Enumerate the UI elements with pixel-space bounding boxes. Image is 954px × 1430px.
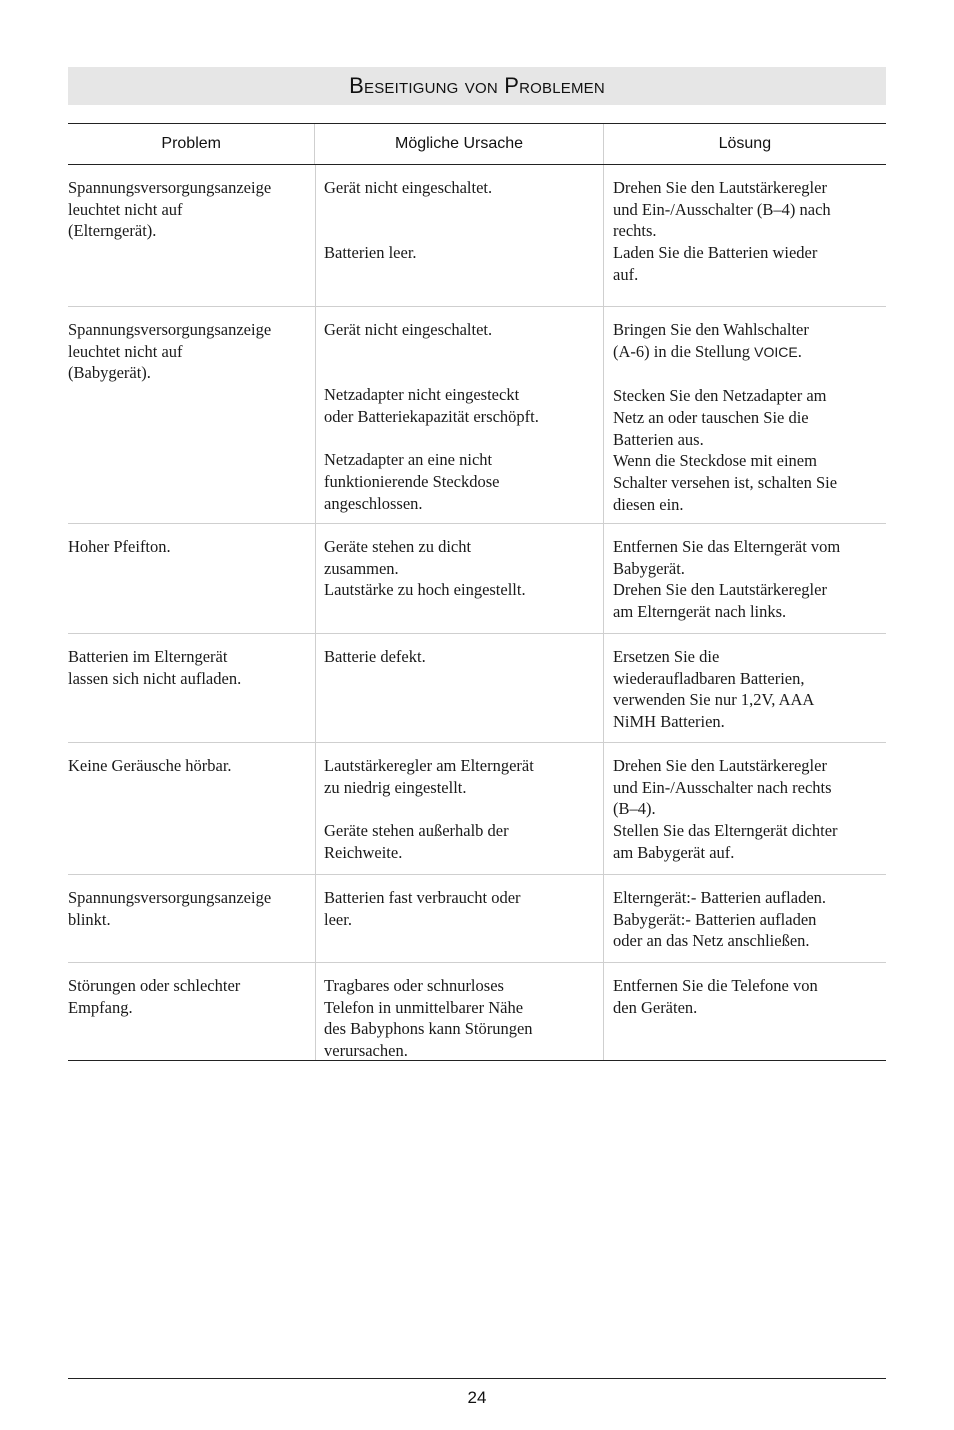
cause-cell-line: Lautstärke zu hoch eingestellt. [324,580,526,600]
solution-cell-line: Drehen Sie den Lautstärkeregler [613,580,827,600]
solution-text: . [797,341,802,361]
cause-cell-line: Batterie defekt. [324,647,426,666]
cause-cell-line: leer. [324,909,352,929]
problem-cell-line: leuchtet nicht auf [68,341,183,361]
cause-cell-line: Geräte stehen zu dicht [324,537,472,556]
problem-cell [68,963,315,1060]
solution-cell-line: und Ein-/Ausschalter nach rechts [613,777,832,797]
table-header [68,123,886,165]
problem-cell-line: Keine Geräusche hörbar. [68,756,232,775]
cause-cell-line: oder Batteriekapazität erschöpft. [324,406,539,426]
cause-cell-line: Geräte stehen außerhalb der [324,821,509,841]
cause-cell-line: Lautstärkeregler am Elterngerät [324,756,534,775]
footer-rule [68,1378,886,1379]
cause-cell-line: funktionierende Steckdose [324,471,500,491]
table-row [68,307,886,524]
solution-cell-line: Babygerät:- Batterien aufladen [613,909,817,929]
solution-cell-line [613,341,886,364]
problem-cell-line: Spannungsversorgungsanzeige [68,178,272,197]
solution-cell-line: Laden Sie die Batterien wieder [613,243,818,263]
problem-cell [68,634,315,742]
cause-cell-line: zusammen. [324,558,399,578]
solution-cell-line: Drehen Sie den Lautstärkeregler [613,756,827,775]
cause-cell [315,165,603,306]
section-title: Beseitigung von Problemen [68,67,886,105]
table-body [68,165,886,1061]
problem-cell-line: Störungen oder schlechter [68,976,241,995]
problem-cell [68,165,315,306]
solution-cell [603,634,886,742]
problem-cell-line: Batterien im Elterngerät [68,647,228,666]
problem-cell-line: Empfang. [68,997,133,1017]
solution-cell-line: Entfernen Sie die Telefone von [613,976,818,995]
cause-cell-line: Telefon in unmittelbarer Nähe [324,997,524,1017]
solution-cell [603,875,886,962]
cause-cell-line: Batterien leer. [324,243,417,263]
cause-cell-line: angeschlossen. [324,493,423,513]
table-row [68,524,886,634]
cause-cell [315,875,603,962]
solution-cell-line: Netz an oder tauschen Sie die [613,407,809,427]
solution-cell-line: (B–4). [613,799,656,819]
cause-cell-line: Reichweite. [324,842,403,862]
solution-cell-line: am Elterngerät nach links. [613,602,787,622]
solution-cell-line: Schalter versehen ist, schalten Sie [613,472,838,492]
mode-label: VOICE [754,343,798,360]
solution-cell-line: Entfernen Sie das Elterngerät vom [613,537,841,556]
problem-cell [68,524,315,633]
table-row [68,743,886,875]
solution-cell-line: Stellen Sie das Elterngerät dichter [613,821,838,841]
solution-cell-line: Babygerät. [613,558,685,578]
problem-cell [68,307,315,523]
solution-cell-line: Bringen Sie den Wahlschalter [613,320,809,339]
solution-cell-line: Batterien aus. [613,429,704,449]
solution-text: (A-6) in die Stellung [613,341,755,361]
table-row [68,963,886,1061]
solution-cell-line: Stecken Sie den Netzadapter am [613,386,827,406]
cause-cell [315,634,603,742]
solution-cell-line: und Ein-/Ausschalter (B–4) nach [613,199,831,219]
solution-cell [603,743,886,874]
solution-cell [603,524,886,633]
cause-cell-line: Batterien fast verbraucht oder [324,888,521,907]
header-cause: Mögliche Ursache [314,124,602,164]
problem-cell-line: (Elterngerät). [68,221,157,241]
solution-cell-line: Wenn die Steckdose mit einem [613,451,817,471]
solution-cell-line: Elterngerät:- Batterien aufladen. [613,888,827,907]
table-row [68,634,886,743]
solution-cell [603,307,886,523]
cause-cell-line: verursachen. [324,1041,408,1061]
problem-cell-line: (Babygerät). [68,363,151,383]
problem-cell-line: lassen sich nicht aufladen. [68,668,242,688]
cause-cell-line: des Babyphons kann Störungen [324,1019,533,1039]
cause-cell [315,307,603,523]
solution-cell-line: Drehen Sie den Lautstärkeregler [613,178,827,197]
solution-cell [603,165,886,306]
problem-cell-line: Spannungsversorgungsanzeige [68,320,272,339]
problem-cell-line: Hoher Pfeifton. [68,537,171,556]
problem-cell-line: leuchtet nicht auf [68,199,183,219]
cause-cell [315,743,603,874]
header-solution: Lösung [603,124,886,164]
cause-cell-line: Tragbares oder schnurloses [324,976,504,995]
cause-cell-line: Netzadapter an eine nicht [324,450,493,470]
solution-cell-line: oder an das Netz anschließen. [613,931,810,951]
solution-cell-line: Ersetzen Sie die [613,647,720,666]
solution-cell-line: NiMH Batterien. [613,712,725,732]
page-number: 24 [467,1388,487,1407]
solution-cell-line: rechts. [613,221,657,241]
problem-cell [68,743,315,874]
cause-cell-line: Netzadapter nicht eingesteckt [324,385,520,405]
cause-cell-line: zu niedrig eingestellt. [324,777,467,797]
cause-cell-line: Gerät nicht eingeschaltet. [324,178,493,197]
solution-cell-line: am Babygerät auf. [613,842,735,862]
solution-cell-line: diesen ein. [613,494,684,514]
problem-cell-line: blinkt. [68,909,111,929]
solution-cell-line: verwenden Sie nur 1,2V, AAA [613,690,815,710]
table-row [68,875,886,963]
solution-cell-line: auf. [613,264,639,284]
cause-cell-line: Gerät nicht eingeschaltet. [324,320,493,339]
cause-cell [315,963,603,1060]
problem-cell [68,875,315,962]
solution-cell-line: den Geräten. [613,997,698,1017]
troubleshooting-table [68,123,886,1061]
header-problem: Problem [161,135,221,152]
cause-cell [315,524,603,633]
solution-cell-line: wiederaufladbaren Batterien, [613,668,805,688]
table-row [68,165,886,307]
problem-cell-line: Spannungsversorgungsanzeige [68,888,272,907]
solution-cell [603,963,886,1060]
